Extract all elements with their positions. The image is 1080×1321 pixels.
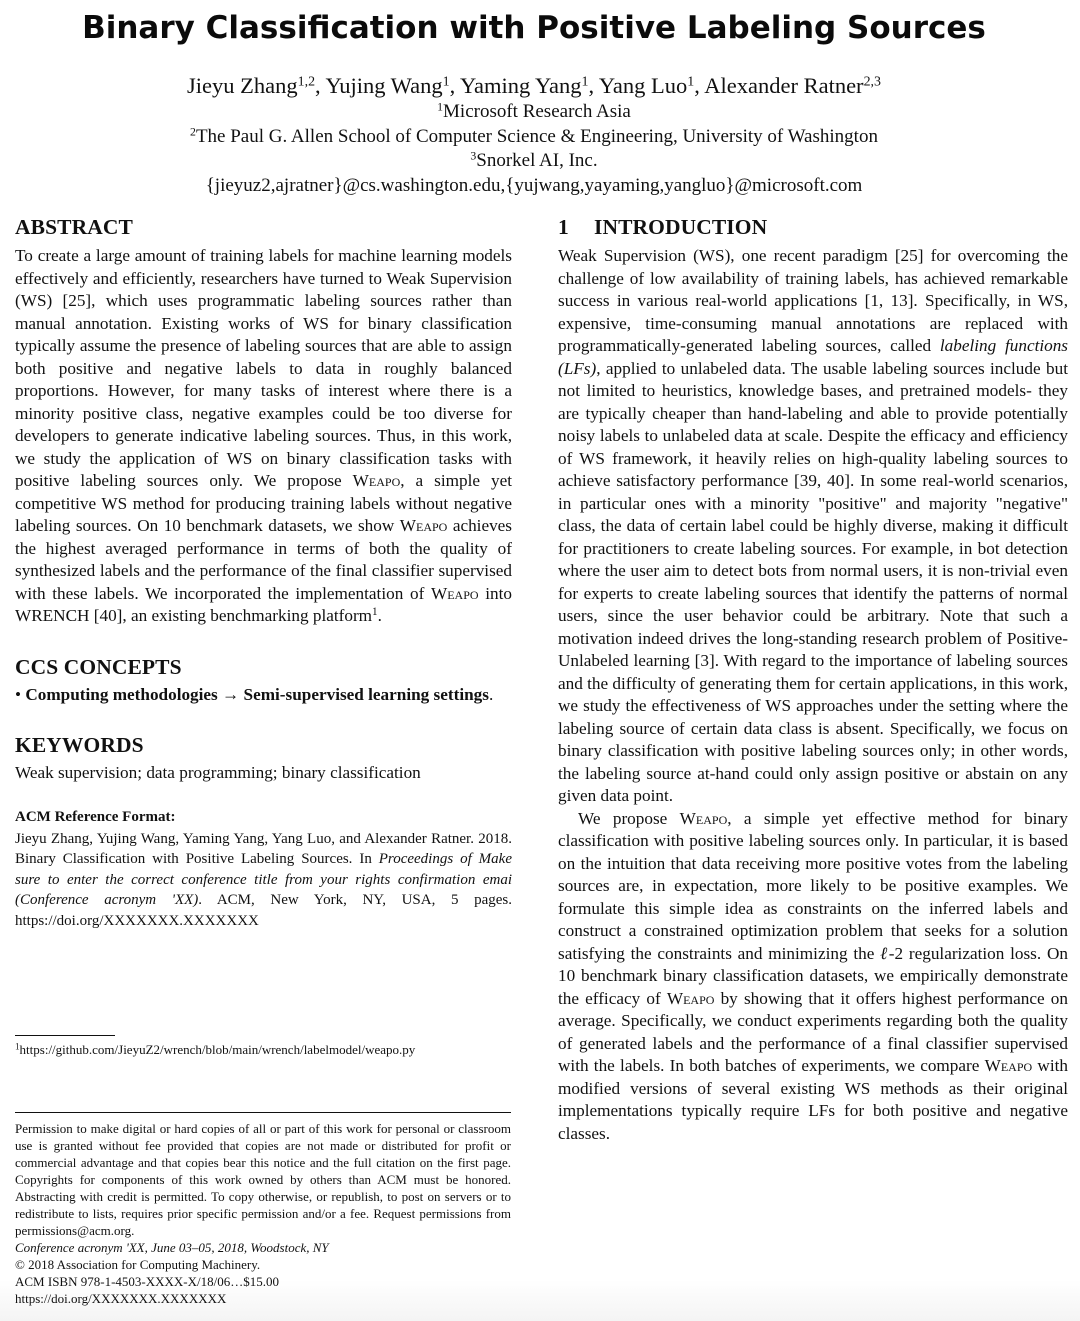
affiliation-text: Microsoft Research Asia — [443, 101, 631, 122]
ccs-heading: CCS CONCEPTS — [15, 654, 182, 679]
introduction-paragraph-2 — [558, 808, 1068, 1146]
abstract-text-part: achieves the highest averaged performance in terms of both the quality of synthesized labels and the performance of the final classifier supervised with these labels. We incorporated the implementation of — [15, 516, 512, 603]
method-name: Weapo — [666, 988, 715, 1008]
affiliation-text: The Paul G. Allen School of Computer Science & Engineering, University of Washington — [195, 126, 878, 147]
ell-symbol: ℓ — [880, 943, 889, 963]
arrow-right-icon: → — [222, 684, 240, 704]
paragraph-text: -2 regularization loss. On 10 benchmark binary classification datasets, we empirically demonstrate the efficacy of — [558, 943, 1068, 1008]
ccs-sub-concept: Semi-supervised learning settings — [243, 684, 489, 704]
conference-info: Conference acronym 'XX, June 03–05, 2018, Woodstock, NY — [15, 1240, 329, 1255]
reference-text-part: . ACM, New York, NY, USA, 5 pages. https://doi.org/XXXXXXX.XXXXXXX — [15, 892, 512, 929]
author-name: Yaming Yang — [460, 73, 582, 98]
reference-venue: Proceedings of Make sure to enter the correct conference title from your rights confirmation emai (Conference acronym 'XX) — [15, 851, 512, 908]
affiliation-1 — [0, 100, 1068, 124]
section-number: 1 — [558, 215, 569, 239]
keywords-text: Weak supervision; data programming; binary classification — [15, 763, 421, 782]
paragraph-text: by showing that it offers highest performance on average. Specifically, we conduct experiments regarding both the quality of generated labels and the performance of a final classifier supervised with the labels. In both batches of experiments, we compare — [558, 988, 1068, 1075]
abstract-text-part: To create a large amount of training labels for machine learning models effectively and efficiently, researchers have turned to Weak Supervision (WS) [25], which uses programmatic labeling sources rather than manual annotation. Existing works of WS for binary classification typically assume the presence of labeling sources that are able to assign both positive and negative labels to data in roughly balanced proportions. However, for many tasks of interest where there is a minority positive class, negative examples could be too diverse for developers to generate indicative labeling sources. Thus, in this work, we study the application of WS on binary classification tasks with positive labeling sources only. We propose — [15, 246, 512, 490]
left-column — [15, 212, 512, 931]
ccs-concepts — [15, 684, 512, 707]
affiliation-mark: 1 — [437, 100, 444, 114]
ccs-end: . — [488, 684, 494, 704]
author-list — [0, 72, 1068, 100]
right-column — [558, 212, 1068, 1145]
author-name: Yang Luo — [598, 73, 688, 98]
method-name: Weapo — [984, 1056, 1033, 1075]
affiliation-3 — [0, 149, 1068, 173]
abstract-text-part: into WRENCH [40], an existing benchmarking platform — [15, 583, 512, 625]
abstract-heading: ABSTRACT — [15, 215, 133, 239]
author-separator: , — [449, 73, 460, 98]
author-separator: , — [315, 73, 326, 98]
footnote — [15, 1041, 512, 1059]
section-title: INTRODUCTION — [594, 215, 768, 239]
author-affiliation-mark: 1 — [442, 74, 450, 90]
ccs-concept: Computing methodologies — [25, 684, 218, 704]
copyright-notice: © 2018 Association for Computing Machinery. — [15, 1257, 261, 1272]
doi-link[interactable]: https://doi.org/XXXXXXX.XXXXXXX — [15, 1291, 227, 1306]
footnote-rule — [15, 1035, 115, 1036]
paragraph-text: with modified versions of several existing WS methods as their original implementations typically require LFs for both positive and negative classes. — [558, 1056, 1068, 1143]
author-affiliation-mark: 1,2 — [297, 74, 316, 90]
method-name: Weapo — [352, 471, 401, 490]
abstract-text-part: , a simple yet competitive WS method for producing training labels without negative labeling sources. On 10 benchmark datasets, we show — [15, 471, 512, 535]
author-name: Jieyu Zhang — [187, 73, 298, 98]
reference-text-part: Jieyu Zhang, Yujing Wang, Yaming Yang, Yang Luo, and Alexander Ratner. 2018. Binary Classification with Positive Labeling Sources. In — [15, 830, 512, 867]
author-name: Yujing Wang — [325, 73, 443, 98]
footnote-area — [15, 1035, 512, 1059]
introduction-heading — [558, 212, 1068, 242]
author-affiliation-mark: 2,3 — [863, 74, 881, 90]
paper-title: Binary Classification with Positive Labeling Sources — [82, 10, 986, 46]
bullet-icon: • — [15, 684, 22, 704]
footnote-link[interactable]: https://github.com/JieyuZ2/wrench/blob/main/wrench/labelmodel/weapo.py — [19, 1042, 416, 1057]
abstract-text-part: . — [377, 606, 382, 625]
author-name: Alexander Ratner — [704, 73, 864, 98]
affiliation-mark: 2 — [190, 125, 196, 139]
paragraph-text: We propose — [578, 808, 680, 828]
author-affiliation-mark: 1 — [687, 74, 695, 90]
author-separator: , — [588, 73, 599, 98]
paragraph-text: , applied to unlabeled data. The usable labeling sources include but not limited to heuristics, knowledge bases, and pretrained models- they are typically cheaper than hand-labeling and able to provide potentially noisy labels to unlabeled data at scale. Despite the efficacy and efficiency of WS framework, it heavily relies on high-quality labeling sources to achieve satisfactory performance [39, 40]. In some real-world scenarios, in particular ones with a minority "positive" and majority "negative" class, the data of certain label could be highly diverse, making it difficult for practitioners to create labeling sources. For example, in bot detection where the user aim to detect bots from normal users, it is non-trivial even for experts to create labeling sources that identify the patterns of normal users, since the user behavior could be arbitrary. Note that such a motivation indeed drives the long-standing research problem of Positive-Unlabeled learning [3]. With regard to the importance of labeling sources and the difficulty of generating them for certain applications, in this work, we study the effectiveness of WS approaches under the setting where the labeling source of certain data class is absent. Specifically, we focus on binary classification with positive labeling sources only; in other words, the labeling source at-hand could only assign positive or abstain on any given data point. — [558, 358, 1068, 805]
permission-text: Permission to make digital or hard copies of all or part of this work for personal or classroom use is granted without fee provided that copies are not made or distributed for profit or commercial advantage and that copies bear this notice and the full citation on the first page. Copyrights for components of this work owned by others than ACM must be honored. Abstracting with credit is permitted. To copy otherwise, or republish, to post on servers or to redistribute to lists, requires prior specific permission and/or a fee. Request permissions from permissions@acm.org. — [15, 1121, 511, 1238]
acm-reference-text — [15, 829, 512, 932]
permission-rule — [15, 1112, 511, 1113]
paragraph-text: Weak Supervision (WS), one recent paradigm [25] for overcoming the challenge of low availability of training labels, has achieved remarkable success in various real-world applications [1, 13]. Specifically, in WS, expensive, time-consuming manual annotations are replaced with programmatically-generated labeling sources, called — [558, 246, 1068, 355]
method-name: Weapo — [399, 516, 448, 535]
term-italic: labeling functions (LFs) — [558, 336, 1068, 378]
abstract-text — [15, 245, 512, 628]
affiliation-mark: 3 — [470, 149, 477, 163]
method-name: Weapo — [679, 808, 728, 828]
permission-block — [15, 1112, 511, 1307]
footnote-reference[interactable]: 1 — [372, 605, 378, 618]
method-name: Weapo — [431, 583, 479, 603]
paragraph-text: , a simple yet effective method for binary classification with positive labeling sources only. In particular, it is based on the intuition that data receiving more positive votes from the labeling sources are, in expectation, more likely to be positive examples. We formulate this simple idea as constraints on the inferred labels and construct a constrained optimization problem that seeks for a solution satisfying the constraints and minimizing the — [558, 808, 1068, 963]
affiliation-text: Snorkel AI, Inc. — [476, 150, 598, 171]
author-affiliation-mark: 1 — [581, 74, 589, 90]
keywords-heading: KEYWORDS — [15, 733, 144, 757]
author-emails: {jieyuz2,ajratner}@cs.washington.edu,{yujwang,yayaming,yangluo}@microsoft.com — [205, 175, 863, 196]
footnote-mark: 1 — [15, 1041, 20, 1052]
author-separator: , — [694, 73, 705, 98]
affiliation-2 — [0, 125, 1068, 149]
introduction-paragraph-1 — [558, 245, 1068, 808]
acm-reference-heading: ACM Reference Format: — [15, 808, 176, 825]
isbn: ACM ISBN 978-1-4503-XXXX-X/18/06…$15.00 — [15, 1274, 279, 1289]
